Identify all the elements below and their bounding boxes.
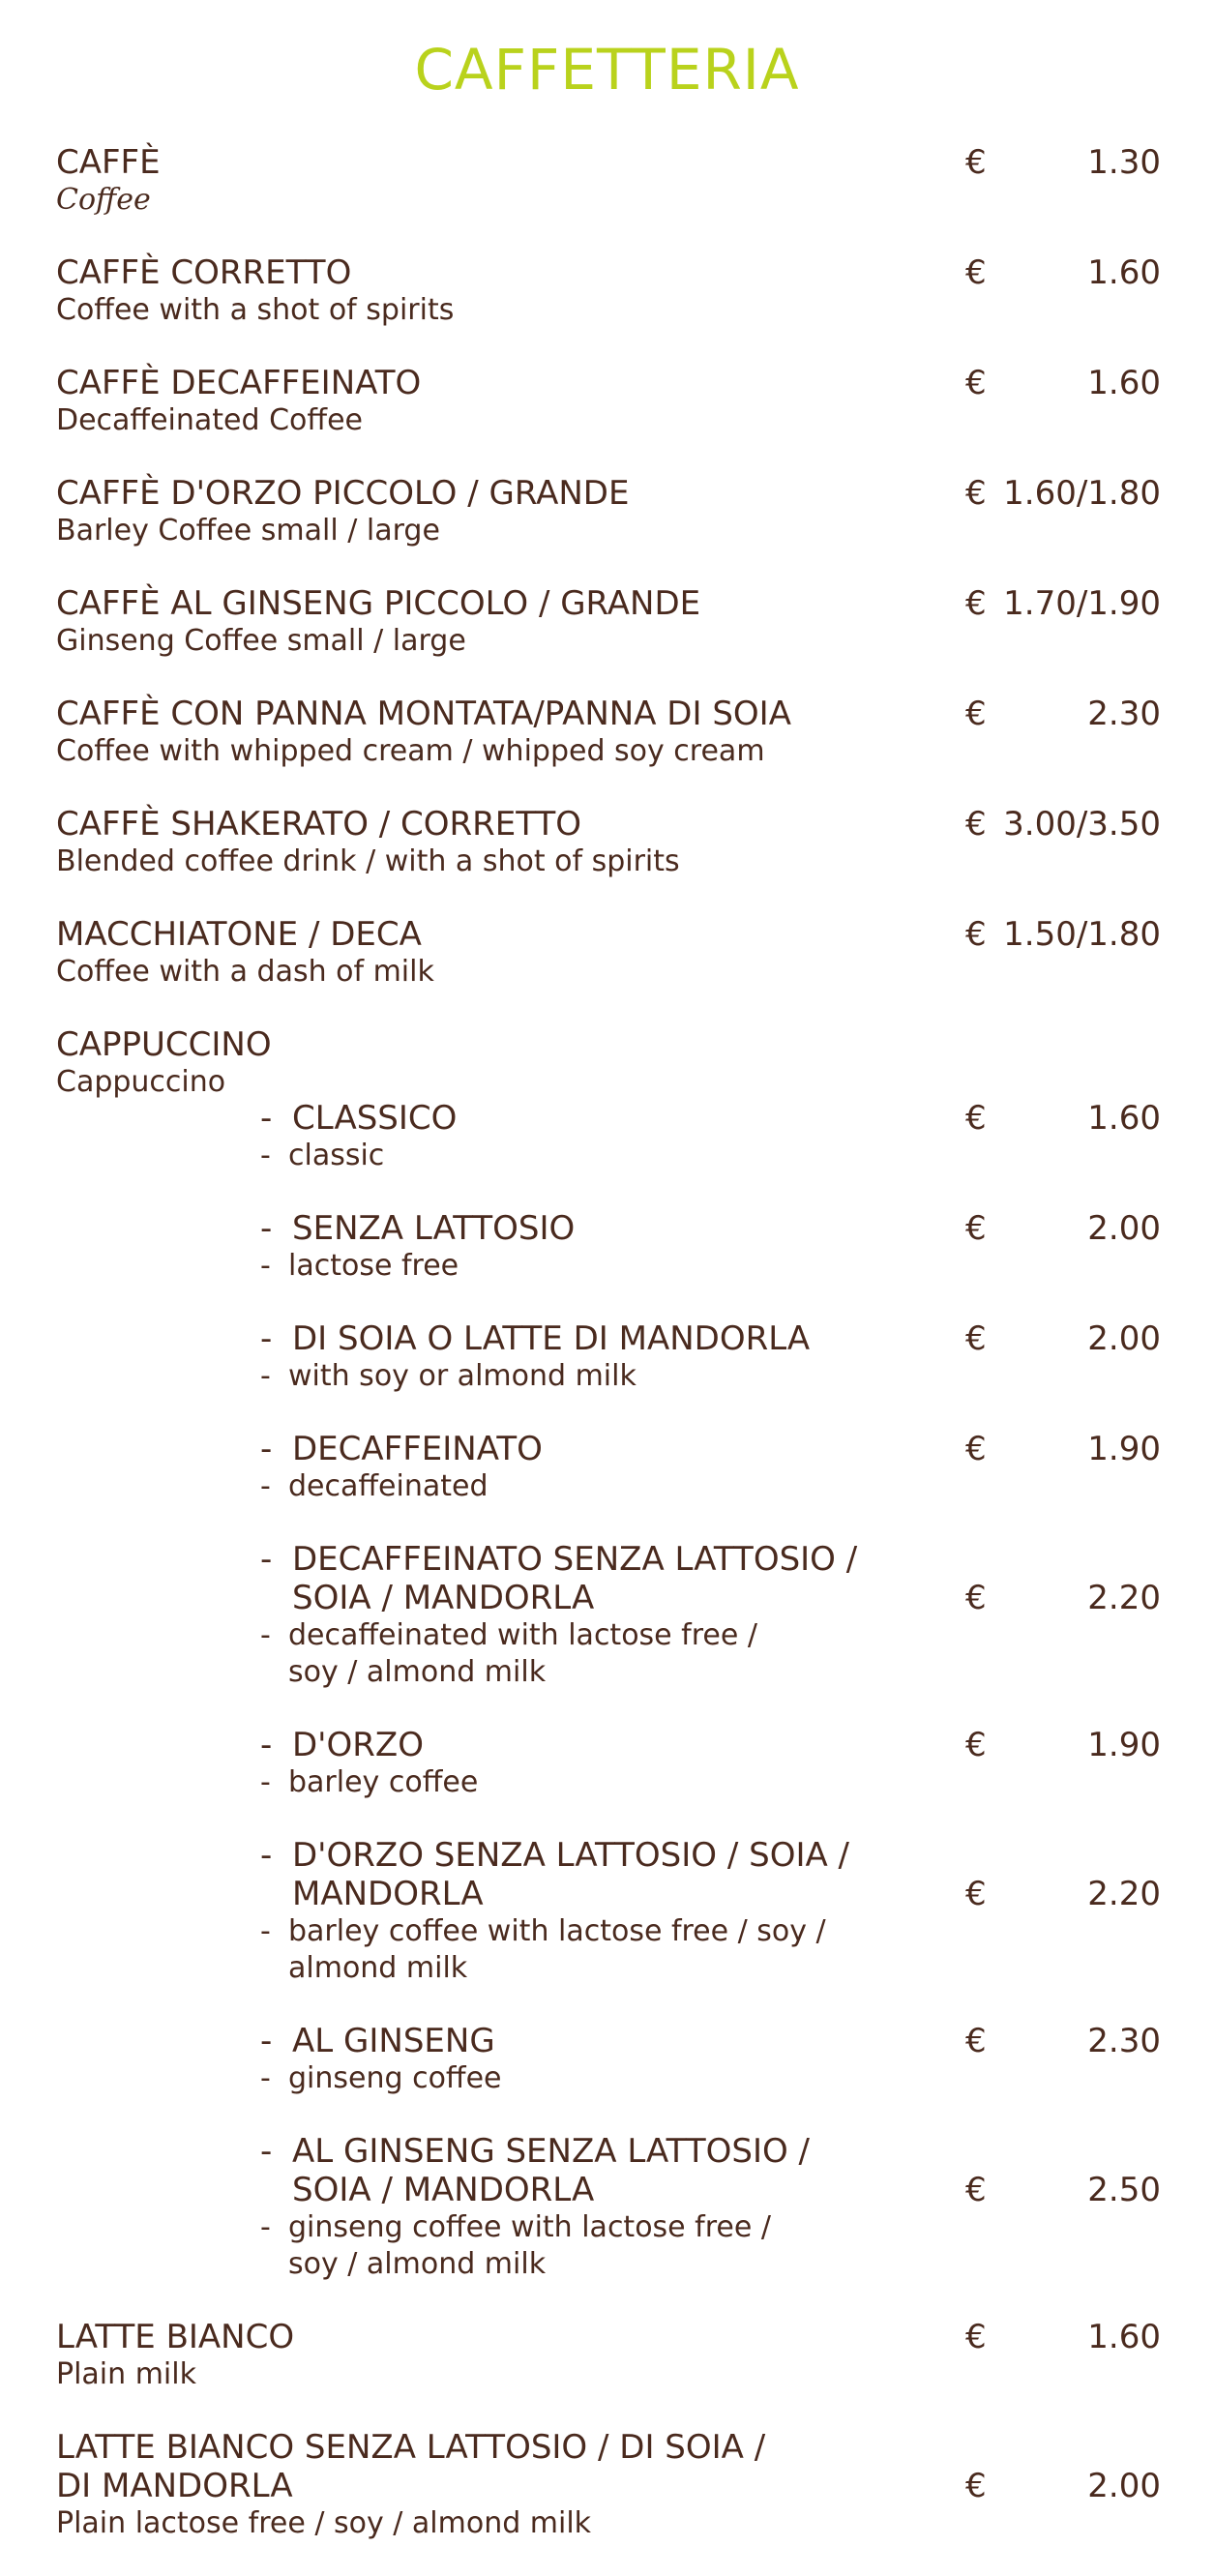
menu-item [56,2318,294,2393]
variant-name: DECAFFEINATO [292,1430,543,1468]
variant-name: D'ORZO SENZA LATTOSIO / SOIA / [292,1836,850,1875]
variant-description: ginseng coffee [288,2061,502,2095]
item-price: 1.70/1.90 [1003,584,1161,623]
item-name: CAFFÈ CORRETTO [56,253,352,292]
item-description: Plain lactose free / soy / almond milk [56,2506,592,2540]
item-description: Barley Coffee small / large [56,514,440,548]
variant-name: CLASSICO [292,1099,458,1138]
variant-name-line2: SOIA / MANDORLA [292,1579,595,1617]
variant-name: AL GINSENG [292,2022,495,2060]
menu-item [56,474,629,549]
item-description: Coffee with whipped cream / whipped soy cream [56,734,765,768]
variant-description: decaffeinated [288,1469,489,1503]
item-description: Ginseng Coffee small / large [56,624,466,658]
item-price: 1.30 [1087,143,1161,182]
currency-symbol: € [965,805,987,844]
item-price: 1.60 [1087,253,1161,292]
item-price: 1.60 [1087,1099,1161,1138]
item-description: Decaffeinated Coffee [56,403,363,437]
currency-symbol: € [965,1875,987,1913]
currency-symbol: € [965,2171,987,2209]
menu-item [56,915,434,991]
variant-name: D'ORZO [292,1726,424,1764]
item-price: 2.30 [1087,2022,1161,2060]
currency-symbol: € [965,2318,987,2356]
item-price: 2.20 [1087,1579,1161,1617]
item-price: 2.30 [1087,695,1161,733]
variant-name: DECAFFEINATO SENZA LATTOSIO / [292,1540,858,1579]
menu-item [56,695,791,770]
item-price: 2.20 [1087,1875,1161,1913]
item-price: 2.50 [1087,2171,1161,2209]
menu-item-cappuccino [56,1025,272,1101]
currency-symbol: € [965,143,987,182]
item-price: 3.00/3.50 [1003,805,1161,844]
menu-item [56,364,421,439]
item-name-line2: DI MANDORLA [56,2467,293,2505]
variant-name-line2: SOIA / MANDORLA [292,2171,595,2209]
menu-item [56,805,680,880]
variant-description: lactose free [288,1249,459,1283]
item-price: 1.90 [1087,1726,1161,1764]
item-name: CAFFÈ CON PANNA MONTATA/PANNA DI SOIA [56,695,791,733]
variant-description: decaffeinated with lactose free / [288,1618,757,1652]
variant-description: with soy or almond milk [288,1359,637,1393]
variant-description: classic [288,1139,385,1172]
currency-symbol: € [965,695,987,733]
currency-symbol: € [965,253,987,292]
menu-item [56,253,454,329]
page-title: CAFFETTERIA [414,37,800,103]
item-name: CAFFÈ AL GINSENG PICCOLO / GRANDE [56,584,701,623]
variant-description-line2: almond milk [288,1951,468,1985]
item-description: Coffee [56,183,151,217]
currency-symbol: € [965,1099,987,1138]
variant-name-line2: MANDORLA [292,1875,484,1913]
currency-symbol: € [965,1319,987,1358]
variant-description: ginseng coffee with lactose free / [288,2210,771,2244]
item-description: Coffee with a shot of spirits [56,293,455,327]
item-name: CAFFÈ D'ORZO PICCOLO / GRANDE [56,474,630,513]
item-description: Cappuccino [56,1065,226,1099]
item-name: LATTE BIANCO [56,2318,295,2356]
currency-symbol: € [965,364,987,402]
item-price: 2.00 [1087,1319,1161,1358]
currency-symbol: € [965,1209,987,1248]
menu-item [56,2428,765,2542]
currency-symbol: € [965,474,987,513]
item-price: 1.60/1.80 [1003,474,1161,513]
item-name: CAPPUCCINO [56,1025,272,1064]
currency-symbol: € [965,2022,987,2060]
variant-description: barley coffee with lactose free / soy / [288,1914,826,1948]
variant-description: barley coffee [288,1765,479,1799]
variant-name: AL GINSENG SENZA LATTOSIO / [292,2132,811,2171]
item-name: CAFFÈ DECAFFEINATO [56,364,422,402]
variant-description-line2: soy / almond milk [288,2247,547,2281]
item-price: 1.60 [1087,364,1161,402]
menu-item [56,584,700,660]
item-price: 1.50/1.80 [1003,915,1161,954]
item-description: Blended coffee drink / with a shot of spirits [56,844,680,878]
currency-symbol: € [965,1430,987,1468]
item-price: 1.90 [1087,1430,1161,1468]
menu-item [56,143,161,219]
currency-symbol: € [965,2467,987,2505]
item-name: CAFFÈ SHAKERATO / CORRETTO [56,805,581,844]
item-description: Plain milk [56,2357,196,2391]
item-description: Coffee with a dash of milk [56,955,434,989]
currency-symbol: € [965,584,987,623]
item-name: LATTE BIANCO SENZA LATTOSIO / DI SOIA / [56,2428,766,2467]
variant-description-line2: soy / almond milk [288,1655,547,1689]
variant-name: DI SOIA O LATTE DI MANDORLA [292,1319,811,1358]
item-price: 2.00 [1087,1209,1161,1248]
item-price: 2.00 [1087,2467,1161,2505]
variant-name: SENZA LATTOSIO [292,1209,576,1248]
currency-symbol: € [965,1726,987,1764]
item-name: CAFFÈ [56,143,161,182]
item-name: MACCHIATONE / DECA [56,915,422,954]
item-price: 1.60 [1087,2318,1161,2356]
currency-symbol: € [965,1579,987,1617]
currency-symbol: € [965,915,987,954]
